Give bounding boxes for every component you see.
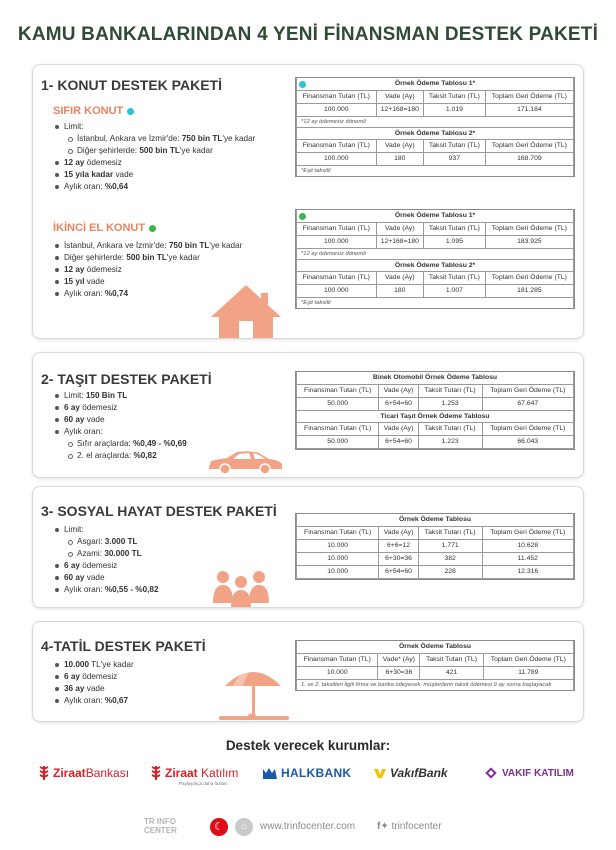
table-row: 10.000 6+6=12 1.771 10.628 [297, 539, 574, 552]
list-item: 2. el araçlarda: %0,82 [55, 450, 187, 462]
ziraat-wheat-icon [38, 765, 50, 781]
table-caption: Örnek Ödeme Tablosu 2* [297, 127, 574, 139]
table-row: 10.000 6+30=36 382 11.452 [297, 552, 574, 565]
tatil-heading: 4-TATİL DESTEK PAKETİ [41, 638, 206, 654]
sosyal-list [55, 524, 159, 596]
list-item: Limit: [55, 524, 159, 536]
table-caption: Örnek Ödeme Tablosu 1* [297, 78, 574, 90]
ziraat-katilim-logo: Ziraat Katılım Paylaştıkça daha fazlası [150, 764, 238, 782]
konut-heading: 1- KONUT DESTEK PAKETİ [41, 77, 222, 93]
vakif-katilim-logo: VAKIF KATILIM [483, 764, 574, 782]
sosyal-card [32, 486, 584, 608]
website-icon: ⌂ [235, 818, 253, 836]
list-item: Diğer şehirlerde: 500 bin TL'ye kadar [55, 252, 242, 264]
list-item: Aylık oran: %0,55 - %0,82 [55, 584, 159, 596]
vakifbank-icon [373, 766, 387, 780]
halkbank-icon [262, 766, 278, 780]
table-row: 50.000 6+54=60 1.253 67.647 [297, 397, 574, 410]
list-item: 6 ay ödemesiz [55, 560, 159, 572]
list-item: Sıfır araçlarda: %0,49 - %0,69 [55, 438, 187, 450]
table-row: 100.000 180 1.007 181.285 [297, 284, 574, 297]
list-item: 15 yıla kadar vade [55, 169, 255, 181]
social-handle[interactable]: f✦ trinfocenter [377, 821, 442, 832]
website-link[interactable]: www.trinfocenter.com [260, 821, 356, 832]
vakif-katilim-icon [483, 765, 499, 781]
table-header-row: Finansman Tutarı (TL) Vade* (Ay) Taksit Tutarı (TL) Toplam Geri Ödeme (TL) [297, 653, 574, 666]
ziraat-katilim-tagline: Paylaştıkça daha fazlası [179, 781, 228, 786]
beach-umbrella-icon [219, 662, 289, 720]
list-item: 6 ay ödemesiz [55, 671, 134, 683]
table-caption: Örnek Ödeme Tablosu 2* [297, 259, 574, 271]
list-item: 12 ay ödemesiz [55, 157, 255, 169]
sifir-konut-label: SIFIR KONUT [53, 105, 134, 117]
table-caption: Örnek Ödeme Tablosu [297, 641, 574, 653]
tasit-heading: 2- TAŞIT DESTEK PAKETİ [41, 371, 212, 387]
list-item: 12 ay ödemesiz [55, 264, 242, 276]
list-item: 36 ay vade [55, 683, 134, 695]
list-item: Azami: 30.000 TL [55, 548, 159, 560]
ziraat-bankasi-logo: Ziraat Bankası [38, 764, 129, 782]
turkey-flag-icon: ☾ [210, 818, 228, 836]
konut-card [32, 64, 584, 339]
table-note: *12 ay ödemesiz dönemli [297, 248, 574, 259]
list-item: 60 ay vade [55, 414, 187, 426]
table-note: *Eşit taksitli [297, 297, 574, 308]
sosyal-table [295, 513, 575, 580]
list-item: Limit: 150 Bin TL [55, 390, 187, 402]
cyan-dot-icon [299, 81, 306, 88]
table-row: 10.000 6+30=36 421 11.789 [297, 666, 574, 679]
list-item: 60 ay vade [55, 572, 159, 584]
list-item: Asgari: 3.000 TL [55, 536, 159, 548]
tatil-table [295, 640, 575, 691]
tasit-table [295, 371, 575, 450]
green-dot-icon [149, 225, 156, 232]
ziraat-wheat-icon [150, 765, 162, 781]
green-dot-icon [299, 213, 306, 220]
table-row: 100.000 180 937 168.709 [297, 152, 574, 165]
table-note: *Eşit taksitli [297, 165, 574, 176]
list-item: 15 yıl vade [55, 276, 242, 288]
list-item: Diğer şehirlerde: 500 bin TL'ye kadar [55, 145, 255, 157]
list-item: Aylık oran: [55, 426, 187, 438]
footer [0, 815, 616, 841]
table-row: 100.000 12+168=180 1.019 171.184 [297, 103, 574, 116]
table-row: 10.000 6+54=60 228 12.316 [297, 565, 574, 578]
list-item: Aylık oran: %0,67 [55, 695, 134, 707]
list-item: İstanbul, Ankara ve İzmir'de: 750 bin TL'ye kadar [55, 133, 255, 145]
konut-ikinci-table [295, 209, 575, 309]
table-header-row: Finansman Tutarı (TL) Vade (Ay) Taksit Tutarı (TL) Toplam Geri Ödeme (TL) [297, 222, 574, 235]
halkbank-logo: HALKBANK [262, 764, 351, 782]
table-caption: Örnek Ödeme Tablosu 1* [297, 210, 574, 222]
table-caption: Ticari Taşıt Örnek Ödeme Tablosu [297, 410, 574, 422]
tatil-card [32, 621, 584, 722]
list-item: 10.000 TL'ye kadar [55, 659, 134, 671]
table-header-row: Finansman Tutarı (TL) Vade (Ay) Taksit Tutarı (TL) Toplam Geri Ödeme (TL) [297, 384, 574, 397]
tatil-list [55, 659, 134, 707]
facebook-icon: f [377, 821, 381, 832]
list-item: 6 ay ödemesiz [55, 402, 187, 414]
car-icon [205, 449, 285, 475]
page-title: KAMU BANKALARINDAN 4 YENİ FİNANSMAN DESTEK PAKETİ [17, 24, 599, 45]
konut-sifir-table [295, 77, 575, 177]
institutions-title: Destek verecek kurumlar: [225, 738, 391, 753]
table-header-row: Finansman Tutarı (TL) Vade (Ay) Taksit Tutarı (TL) Toplam Geri Ödeme (TL) [297, 90, 574, 103]
sifir-konut-list [55, 121, 255, 193]
table-caption: Örnek Ödeme Tablosu [297, 514, 574, 526]
list-item: Aylık oran: %0,74 [55, 288, 242, 300]
cyan-dot-icon [127, 108, 134, 115]
tasit-card [32, 352, 584, 478]
table-note: 1. ve 2. taksitleri ilgili firma ve banka ödeyecek, müşterilerin taksit ödemesi 9 ay sonra başlayacak [297, 679, 574, 690]
tr-info-center-logo: TR INFO CENTER [144, 817, 177, 835]
list-item: Limit: [55, 121, 255, 133]
table-header-row: Finansman Tutarı (TL) Vade (Ay) Taksit Tutarı (TL) Toplam Geri Ödeme (TL) [297, 271, 574, 284]
twitter-icon: ✦ [380, 821, 389, 832]
vakifbank-logo: VakıfBank [373, 764, 448, 782]
people-icon [211, 565, 271, 607]
sosyal-heading: 3- SOSYAL HAYAT DESTEK PAKETİ [41, 503, 277, 519]
ikinci-el-konut-label: İKİNCİ EL KONUT [53, 222, 156, 234]
house-icon [209, 283, 283, 339]
table-header-row: Finansman Tutarı (TL) Vade (Ay) Taksit Tutarı (TL) Toplam Geri Ödeme (TL) [297, 422, 574, 435]
table-row: 100.000 12+168=180 1.095 183.925 [297, 235, 574, 248]
table-caption: Binek Otomobil Örnek Ödeme Tablosu [297, 372, 574, 384]
table-header-row: Finansman Tutarı (TL) Vade (Ay) Taksit Tutarı (TL) Toplam Geri Ödeme (TL) [297, 139, 574, 152]
list-item: Aylık oran: %0,64 [55, 181, 255, 193]
table-row: 50.000 6+54=60 1.223 66.043 [297, 435, 574, 448]
list-item: İstanbul, Ankara ve İzmir'de: 750 bin TL'ye kadar [55, 240, 242, 252]
tasit-list [55, 390, 187, 462]
table-note: *12 ay ödemesiz dönemli [297, 116, 574, 127]
table-header-row: Finansman Tutarı (TL) Vade (Ay) Taksit Tutarı (TL) Toplam Geri Ödeme (TL) [297, 526, 574, 539]
